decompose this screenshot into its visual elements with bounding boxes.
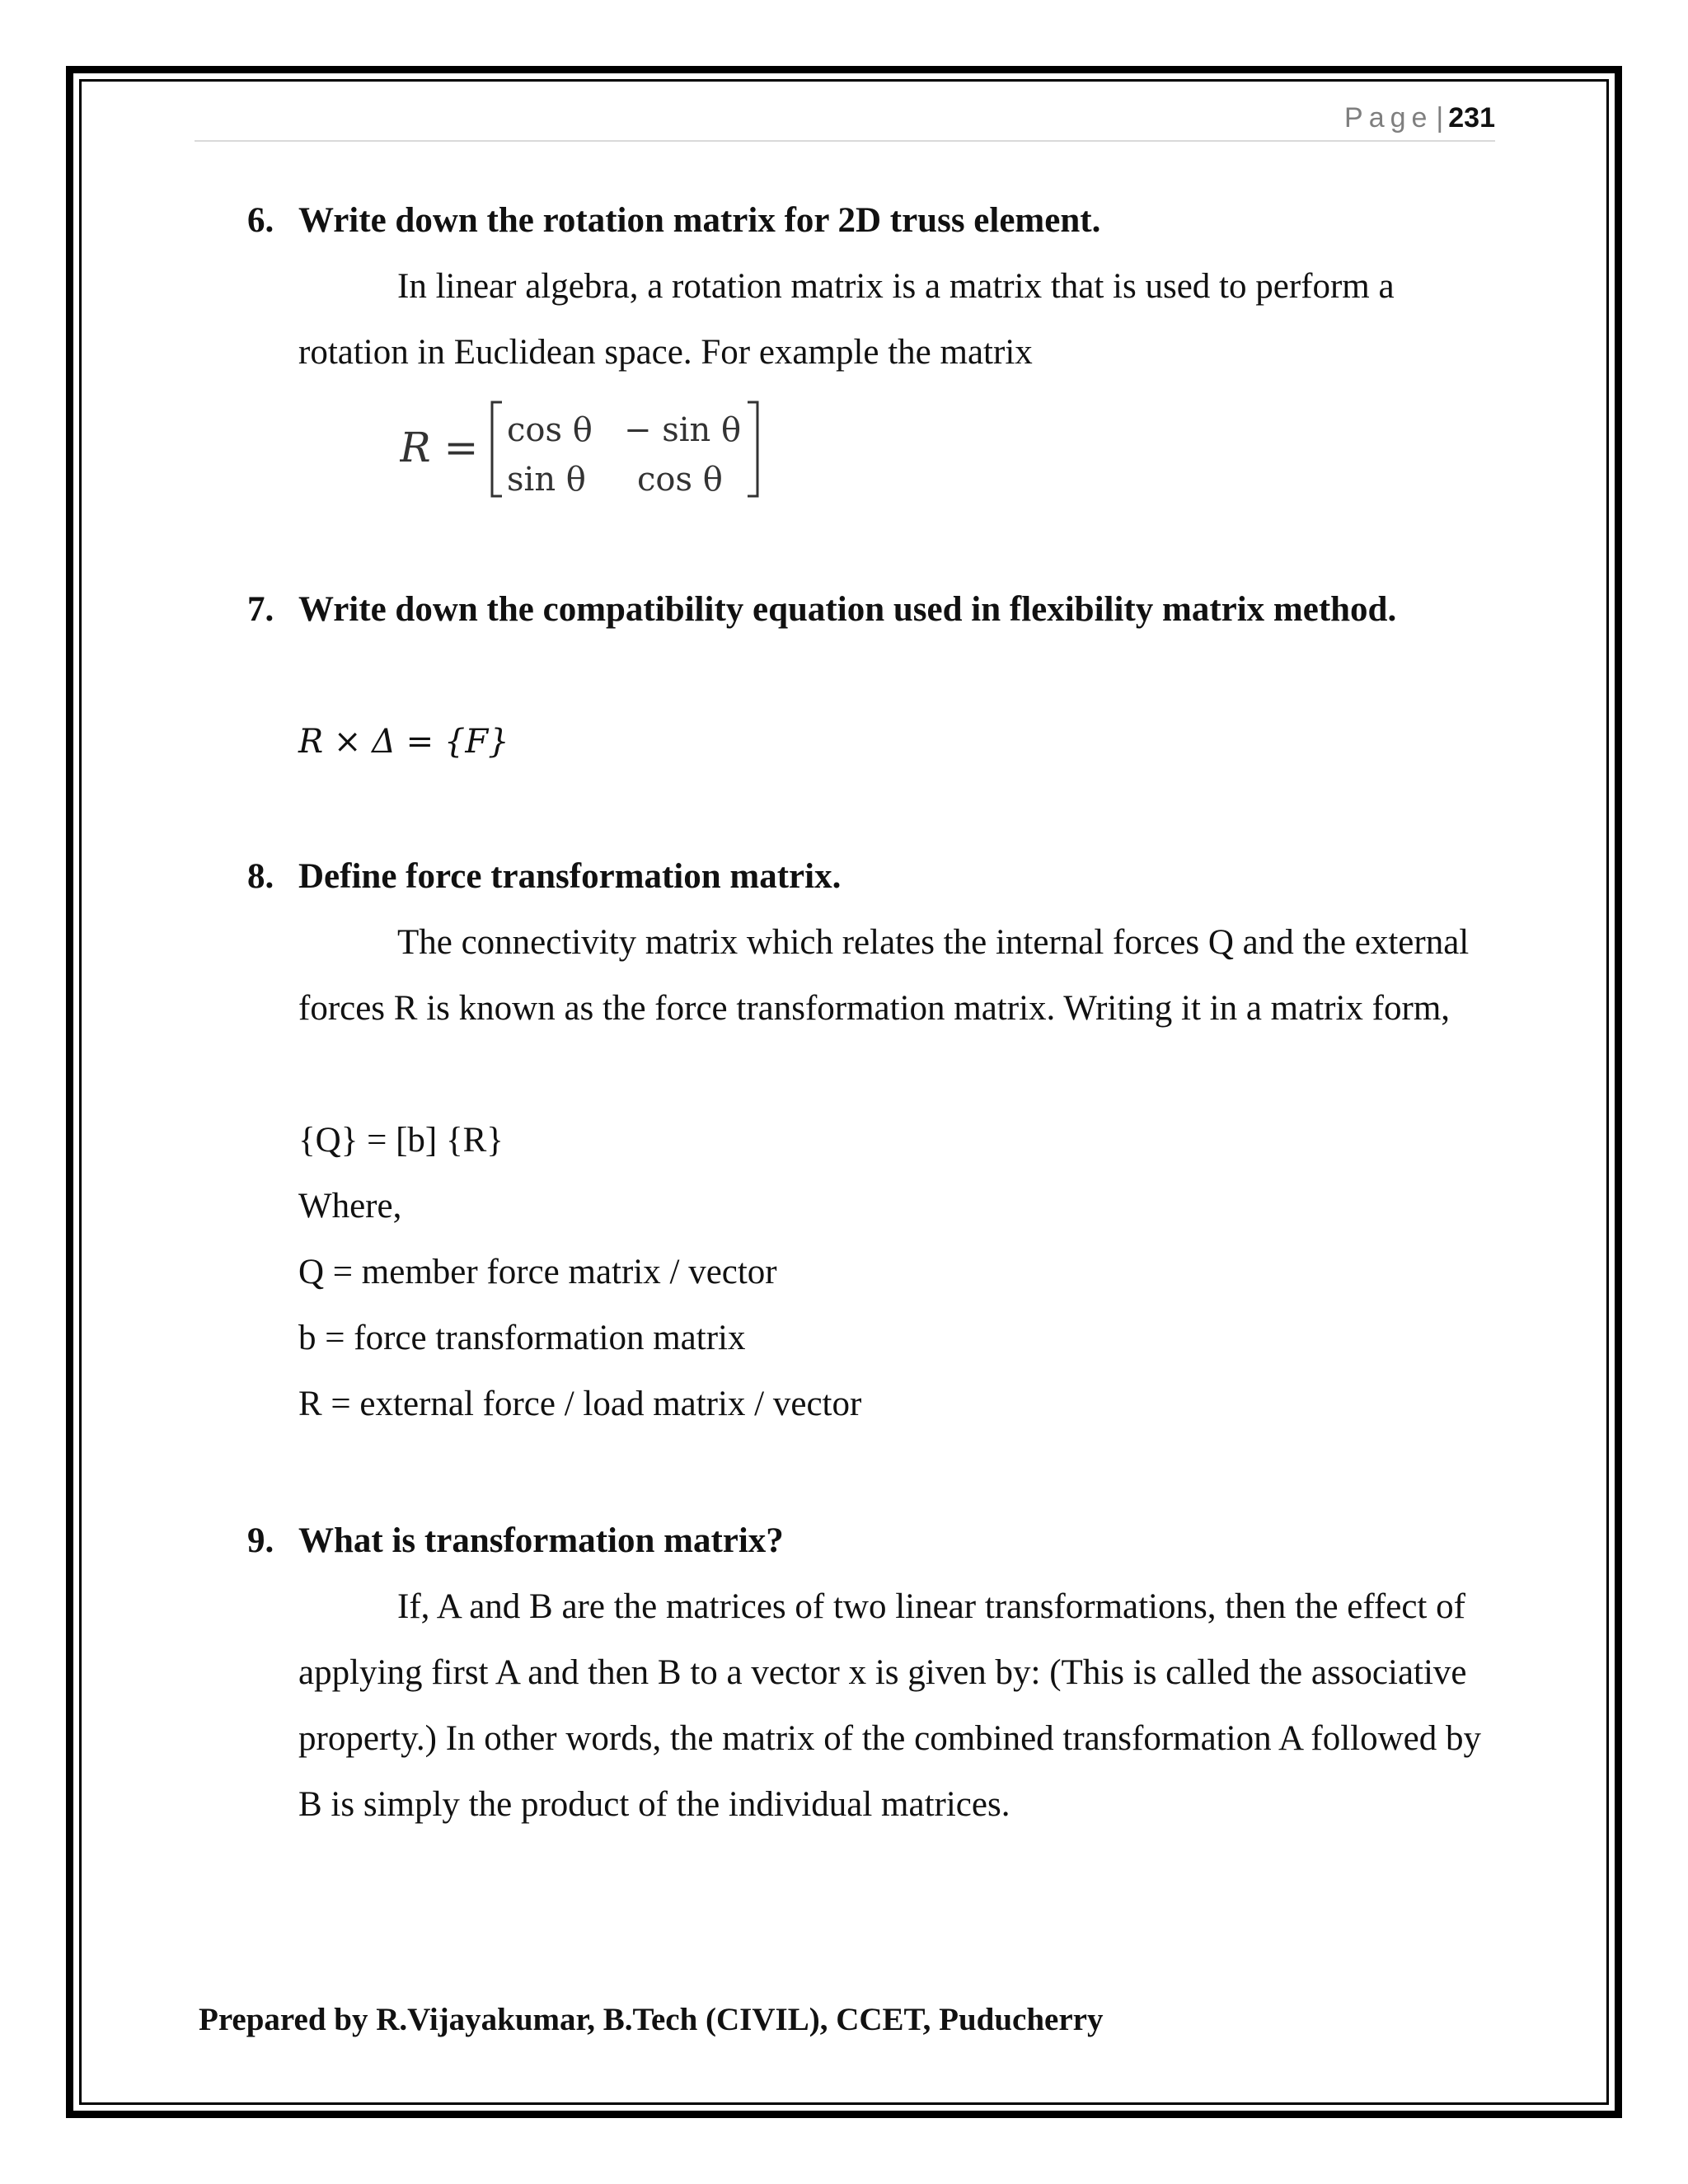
question-9-answer: If, A and B are the matrices of two linear transformations, then the effect of applying first A and then B to a vector x is given by: (This is called the associative property.) In other words, the matrix of the combined transformation A followed by B is simply the product of the individual matrices. [298, 1587, 1481, 1824]
question-8-number: 8. [247, 857, 274, 896]
page-header [195, 97, 1495, 142]
question-6-number: 6. [247, 201, 274, 240]
definition-q: Q = member force matrix / vector [298, 1253, 777, 1291]
question-8-title: Define force transformation matrix. [298, 857, 842, 896]
page-separator: | [1436, 102, 1444, 134]
question-9-heading [247, 1508, 1485, 1574]
matrix-r2c1: sin θ [507, 461, 586, 499]
definition-r: R = external force / load matrix / vector [298, 1385, 862, 1423]
where-label: Where, [298, 1187, 402, 1226]
question-8-answer: The connectivity matrix which relates the internal forces Q and the external forces R is known as the force transformation matrix. Writing it in a matrix form, [298, 923, 1470, 1028]
question-8-heading [247, 844, 1485, 910]
matrix-left-bracket [492, 402, 502, 496]
compatibility-equation: R × Δ = {F} [298, 723, 509, 761]
matrix-r1c1: cos θ [507, 411, 593, 449]
question-7-title: Write down the compatibility equation used in flexibility matrix method. [298, 590, 1397, 629]
matrix-right-bracket [748, 402, 757, 496]
page-number: 231 [1448, 102, 1495, 134]
question-7-heading [247, 577, 1485, 643]
definition-b: b = force transformation matrix [298, 1319, 746, 1357]
page-footer: Prepared by R.Vijayakumar, B.Tech (CIVIL), CCET, Puducherry [199, 2002, 1104, 2037]
question-6-answer: In linear algebra, a rotation matrix is a matrix that is used to perform a rotation in Euclidean space. For example the matrix [298, 267, 1395, 372]
page-label: Page [1344, 102, 1433, 134]
matrix-lhs: R = [400, 424, 479, 471]
matrix-r1c2: − sin θ [624, 411, 742, 449]
question-7-number: 7. [247, 590, 274, 629]
question-6-title: Write down the rotation matrix for 2D truss element. [298, 201, 1101, 240]
rotation-matrix [400, 396, 762, 503]
matrix-r2c2: cos θ [637, 461, 723, 499]
force-transformation-equation: {Q} = [b] {R} [298, 1121, 504, 1160]
question-9-title: What is transformation matrix? [298, 1521, 784, 1560]
question-9-number: 9. [247, 1521, 274, 1560]
question-6-heading [247, 188, 1485, 254]
